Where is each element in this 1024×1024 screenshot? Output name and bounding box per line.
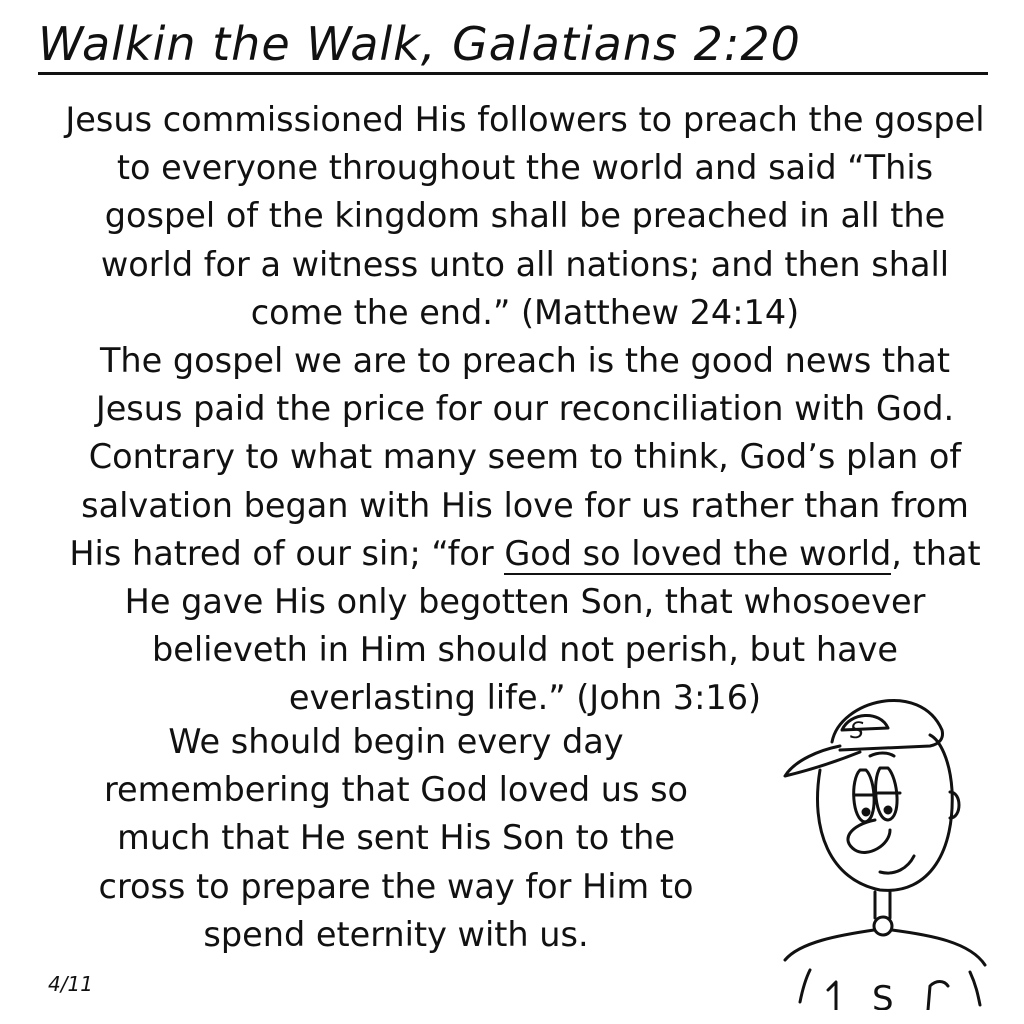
gospel-text-before: The gospel we are to preach is the good news that Jesus paid the price for our reconciliation with God. Contrary to what many seem to think, God’s plan of salvation began with His love for us rather than from His hatred of our sin; “for	[69, 341, 969, 573]
title-underline	[38, 72, 988, 75]
page-number: 4/11	[48, 972, 93, 996]
collar-ring	[874, 917, 892, 935]
underlined-phrase: God so loved the world	[504, 533, 892, 573]
paragraph-gospel	[60, 337, 990, 723]
right-arm	[970, 972, 980, 1005]
page-title: Walkin the Walk, Galatians 2:20	[38, 17, 801, 71]
shirt-mark-right	[928, 982, 948, 1011]
left-pupil	[863, 809, 869, 815]
eyebrow	[870, 753, 894, 756]
left-arm	[800, 970, 810, 1002]
cap-letter: S	[850, 719, 864, 744]
smile	[880, 856, 914, 873]
cartoon-character-illustration	[780, 680, 1000, 1010]
nose	[848, 820, 890, 852]
shirt-mark-left	[828, 982, 836, 1010]
gospel-text-after: , that He gave His only begotten Son, that whosoever believeth in Him should not perish, but have everlasting life.” (John 3:16)	[124, 533, 981, 718]
right-pupil	[885, 807, 891, 813]
shirt-letter: S	[872, 979, 894, 1010]
closing-paragraph: We should begin every day remembering that God loved us so much that He sent His Son to the cross to prepare the way for Him to spend eternity with us.	[98, 722, 694, 954]
paragraph-commission: Jesus commissioned His followers to preach the gospel to everyone throughout the world and said “This gospel of the kingdom shall be preached in all the world for a witness unto all nations; and then shall come the end.” (Matthew 24:14)	[65, 100, 985, 332]
main-text	[60, 96, 990, 723]
